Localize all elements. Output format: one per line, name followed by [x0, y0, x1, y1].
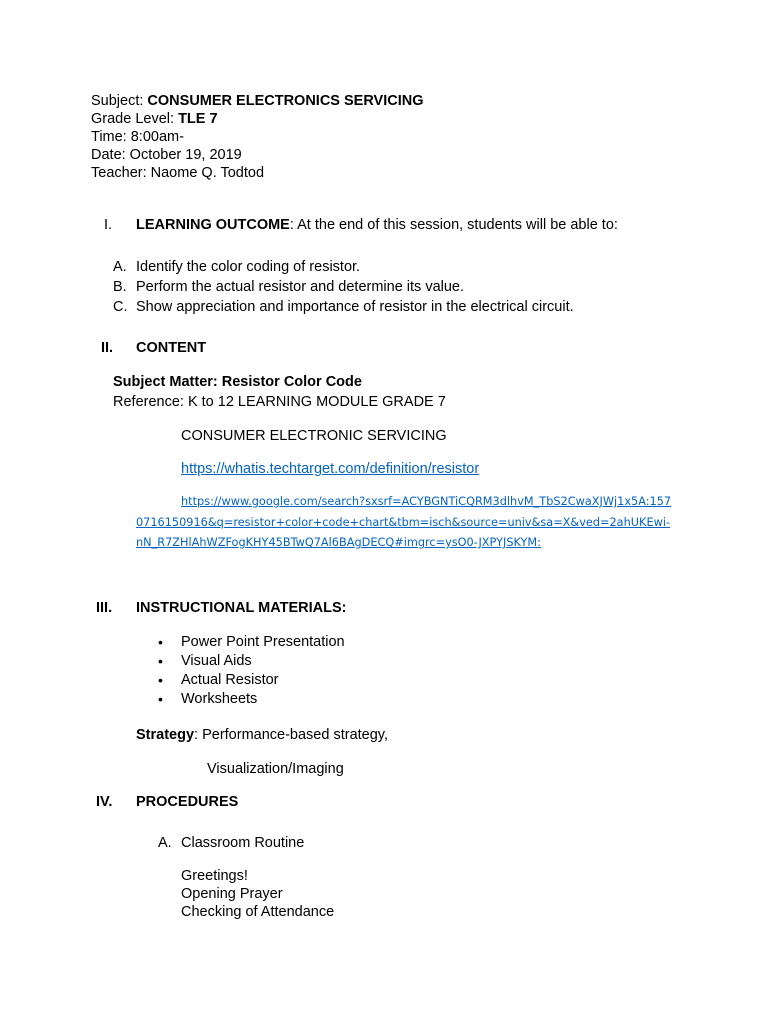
material-item: Worksheets: [181, 691, 258, 707]
section1-title: LEARNING OUTCOME: [136, 217, 290, 233]
google-link-line3[interactable]: nN_R7ZHlAhWZFogKHY45BTwQ7Al6BAgDECQ#imgrc=ysO0-JXPYJSKYM:: [136, 536, 541, 549]
module-name: CONSUMER ELECTRONIC SERVICING: [181, 428, 447, 444]
strategy-continued: Visualization/Imaging: [207, 761, 344, 777]
routine-item: Opening Prayer: [181, 886, 283, 902]
subject-matter: Subject Matter: Resistor Color Code: [113, 374, 362, 390]
bullet-icon: •: [158, 691, 163, 707]
section2-numeral: II.: [101, 340, 114, 356]
subject-value: CONSUMER ELECTRONICS SERVICING: [147, 93, 424, 109]
bullet-icon: •: [158, 653, 163, 669]
outcome-a-text: Identify the color coding of resistor.: [136, 259, 361, 275]
google-link-line1[interactable]: https://www.google.com/search?sxsrf=ACYBGNTiCQRM3dlhvM_TbS2CwaXJWj1x5A:157: [181, 495, 672, 508]
procedure-a-text: Classroom Routine: [181, 835, 305, 851]
bullet-icon: •: [158, 672, 163, 688]
bullet-icon: •: [158, 634, 163, 650]
material-item: Actual Resistor: [181, 672, 279, 688]
grade-line: [91, 110, 218, 128]
outcome-c-letter: C.: [113, 299, 128, 315]
section1-text: : At the end of this session, students will be able to:: [289, 217, 618, 233]
routine-item: Checking of Attendance: [181, 904, 335, 920]
section1-heading: [136, 216, 618, 234]
grade-value: TLE 7: [178, 111, 218, 127]
outcome-b-text: Perform the actual resistor and determine its value.: [136, 279, 465, 295]
section4-title: PROCEDURES: [136, 794, 239, 810]
techtarget-link[interactable]: https://whatis.techtarget.com/definition/resistor: [181, 461, 480, 477]
subject-label: Subject:: [91, 93, 148, 109]
section1-numeral: I.: [104, 217, 113, 233]
strategy-label: Strategy: [136, 727, 195, 743]
subject-line: [91, 92, 424, 110]
material-item: Power Point Presentation: [181, 634, 345, 650]
strategy-line: [136, 726, 388, 744]
grade-label: Grade Level:: [91, 111, 179, 127]
outcome-a-letter: A.: [113, 259, 127, 275]
material-item: Visual Aids: [181, 653, 252, 669]
reference: Reference: K to 12 LEARNING MODULE GRADE 7: [113, 394, 446, 410]
procedure-a-letter: A.: [158, 835, 172, 851]
outcome-c-text: Show appreciation and importance of resistor in the electrical circuit.: [136, 299, 574, 315]
section2-title: CONTENT: [136, 340, 207, 356]
section3-title: INSTRUCTIONAL MATERIALS:: [136, 600, 347, 616]
google-link-line2[interactable]: 0716150916&q=resistor+color+code+chart&tbm=isch&source=univ&sa=X&ved=2ahUKEwi-: [136, 516, 671, 529]
section3-numeral: III.: [96, 600, 113, 616]
routine-item: Greetings!: [181, 868, 248, 884]
strategy-text: : Performance-based strategy,: [194, 727, 388, 743]
teacher-line: Teacher: Naome Q. Todtod: [91, 165, 265, 181]
section4-numeral: IV.: [96, 794, 113, 810]
outcome-b-letter: B.: [113, 279, 127, 295]
date-line: Date: October 19, 2019: [91, 147, 242, 163]
time-line: Time: 8:00am-: [91, 129, 184, 145]
